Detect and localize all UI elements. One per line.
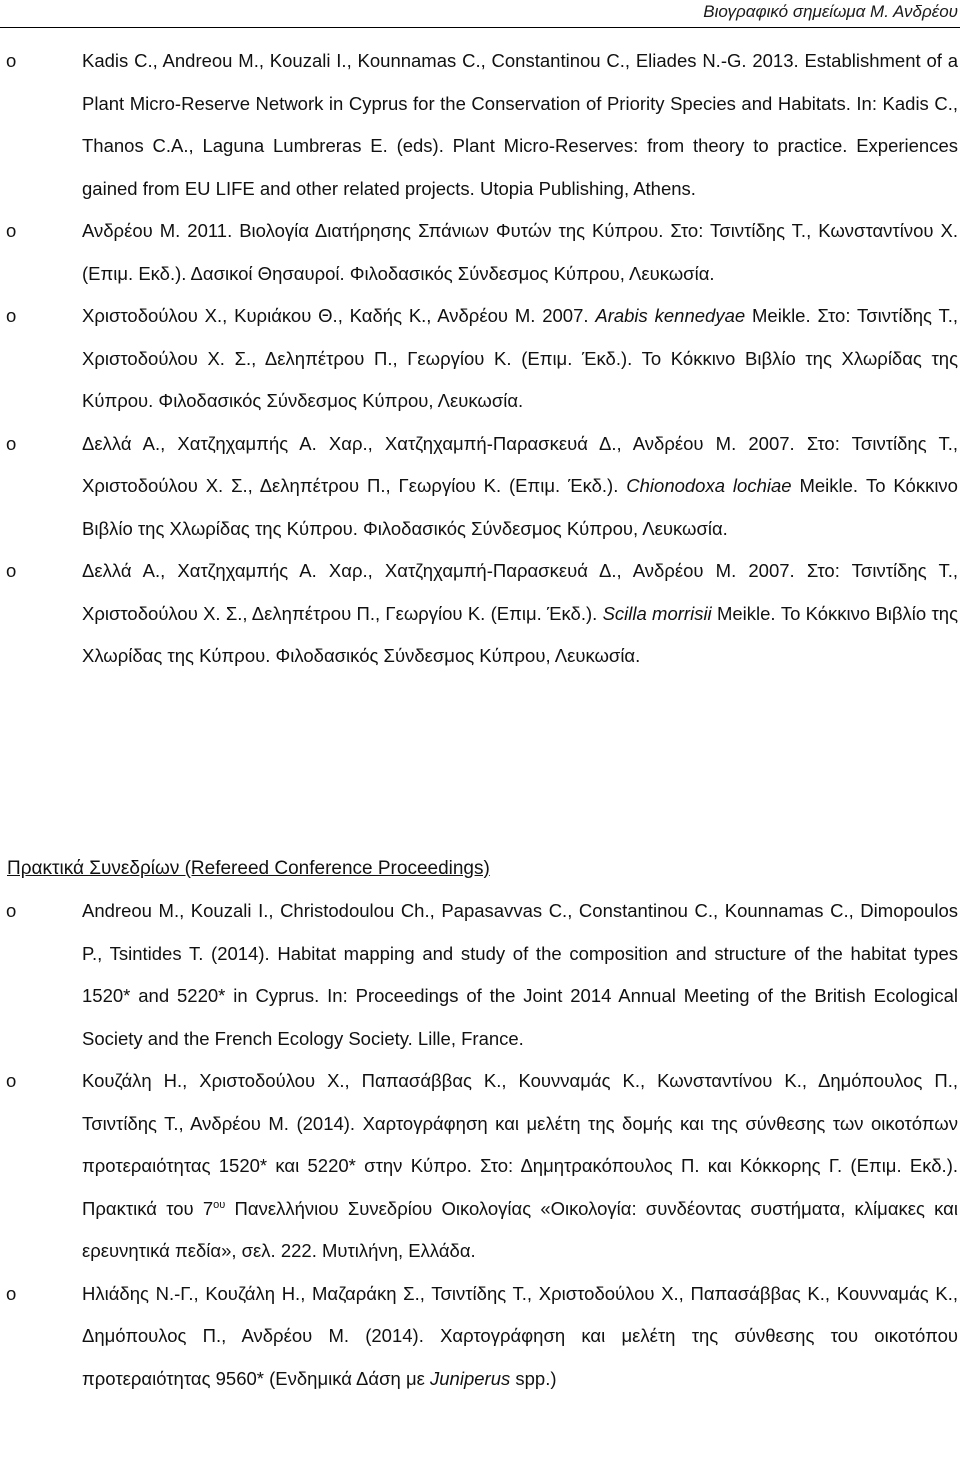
reference-entry	[0, 210, 960, 295]
reference-entry	[0, 423, 960, 551]
superscript: ου	[213, 1198, 226, 1211]
bullet-icon: o	[6, 1282, 17, 1304]
reference-segment: spp.)	[510, 1367, 557, 1389]
bullet-icon: o	[6, 560, 17, 581]
reference-text	[82, 40, 958, 210]
reference-segment: Δελλά Α., Χατζηχαμπής Α. Χαρ., Χατζηχαμπή-Παρασκευά Δ., Ανδρέου Μ. 2007. Στο: Τσιντίδης Τ., Χριστοδούλου Χ. Σ., Δεληπέτρου Π., Γεωργίου Κ. (Επιμ. Έκδ.).	[82, 432, 958, 496]
reference-entry	[0, 40, 960, 210]
species-name: Arabis kennedyae	[595, 305, 746, 326]
reference-segment: Meikle. Το Κόκκινο Βιβλίο της Χλωρίδας της Κύπρου. Φιλοδασικός Σύνδεσμος Κύπρου, Λευκωσία.	[82, 602, 958, 666]
conference-proceedings-list	[0, 890, 960, 1400]
reference-segment: Ανδρέου Μ. 2011. Βιολογία Διατήρησης Σπάνιων Φυτών της Κύπρου. Στο: Τσιντίδης Τ., Κωνσταντίνου Χ. (Επιμ. Εκδ.). Δασικοί Θησαυροί. Φιλοδασικός Σύνδεσμος Κύπρου, Λευκωσία.	[82, 220, 958, 284]
bullet-icon: o	[6, 50, 17, 71]
bullet-icon: o	[6, 1070, 17, 1091]
section-heading-conference-proceedings: Πρακτικά Συνεδρίων (Refereed Conference Proceedings)	[7, 858, 490, 879]
reference-segment: Kadis C., Andreou M., Kouzali I., Kounnamas C., Constantinou C., Eliades N.-G. 2013. Establishment of a Plant Micro-Reserve Network in Cyprus for the Conservation of Priority Species and Habitats. In: Kadis C., Thanos C.A., Laguna Lumbreras E. (eds). Plant Micro-Reserves: from theory to practice. Experiences gained from EU LIFE and other related projects. Utopia Publishing, Athens.	[82, 50, 958, 199]
reference-segment: Ηλιάδης Ν.-Γ., Κουζάλη Η., Μαζαράκη Σ., Τσιντίδης Τ., Χριστοδούλου Χ., Παπασάββας Κ., Κουνναμάς Κ., Δημόπουλος Π., Ανδρέου Μ. (2014). Χαρτογράφηση και μελέτη της σύνθεσης του οικοτόπου προτεραιότητας 9560* (Ενδημικά Δάση με	[82, 1282, 958, 1389]
reference-segment: Meikle. Στο: Τσιντίδης Τ., Χριστοδούλου Χ. Σ., Δεληπέτρου Π., Γεωργίου Κ. (Επιμ. Έκδ.). Το Κόκκινο Βιβλίο της Χλωρίδας της Κύπρου. Φιλοδασικός Σύνδεσμος Κύπρου, Λευκωσία.	[82, 305, 959, 411]
publications-list	[0, 40, 960, 678]
species-name: Scilla morrisii	[602, 602, 712, 624]
reference-text	[82, 295, 958, 423]
bullet-icon: o	[6, 305, 17, 326]
bullet-icon: o	[6, 220, 17, 241]
reference-segment: Andreou M., Kouzali I., Christodoulou Ch., Papasavvas C., Constantinou C., Kounnamas C., Dimopoulos P., Tsintides T. (2014). Habitat mapping and study of the composition and structure of the habitat types 1520* and 5220* in Cyprus. In: Proceedings of the Joint 2014 Annual Meeting of the British Ecological Society and the French Ecology Society. Lille, France.	[82, 900, 958, 1049]
reference-text	[82, 210, 958, 295]
reference-segment: Meikle. Το Κόκκινο Βιβλίο της Χλωρίδας της Κύπρου. Φιλοδασικός Σύνδεσμος Κύπρου, Λευκωσία.	[82, 475, 958, 539]
bullet-icon: o	[6, 432, 17, 454]
reference-text	[82, 1273, 958, 1401]
reference-entry	[0, 550, 960, 678]
header-title: Βιογραφικό σημείωμα Μ. Ανδρέου	[703, 2, 958, 21]
reference-entry	[0, 295, 960, 423]
reference-text	[82, 890, 958, 1060]
reference-text	[82, 550, 958, 678]
reference-entry	[0, 890, 960, 1060]
species-name: Juniperus	[430, 1367, 511, 1389]
reference-entry	[0, 1060, 960, 1273]
reference-text	[82, 423, 958, 551]
reference-entry	[0, 1273, 960, 1401]
page-header	[0, 0, 960, 28]
reference-segment: Πανελλήνιου Συνεδρίου Οικολογίας «Οικολογία: συνδέοντας συστήματα, κλίμακες και ερευνητικά πεδία», σελ. 222. Μυτιλήνη, Ελλάδα.	[82, 1197, 958, 1261]
species-name: Chionodoxa lochiae	[626, 475, 792, 496]
bullet-icon: o	[6, 900, 17, 921]
reference-text	[82, 1060, 958, 1273]
reference-segment: Κουζάλη Η., Χριστοδούλου Χ., Παπασάββας Κ., Κουνναμάς Κ., Κωνσταντίνου Κ., Δημόπουλος Π., Τσιντίδης Τ., Ανδρέου Μ. (2014). Χαρτογράφηση και μελέτη της δομής και της σύνθεσης των οικοτόπων προτεραιότητας 1520* και 5220* στην Κύπρο. Στο: Δημητρακόπουλος Π. και Κόκκορης Γ. (Επιμ. Εκδ.). Πρακτικά του 7	[82, 1070, 958, 1219]
header-rule	[0, 27, 960, 28]
reference-segment: Χριστοδούλου Χ., Κυριάκου Θ., Καδής Κ., Ανδρέου Μ. 2007.	[82, 305, 596, 326]
reference-segment: Δελλά Α., Χατζηχαμπής Α. Χαρ., Χατζηχαμπή-Παρασκευά Δ., Ανδρέου Μ. 2007. Στο: Τσιντίδης Τ., Χριστοδούλου Χ. Σ., Δεληπέτρου Π., Γεωργίου Κ. (Επιμ. Έκδ.).	[82, 560, 958, 624]
